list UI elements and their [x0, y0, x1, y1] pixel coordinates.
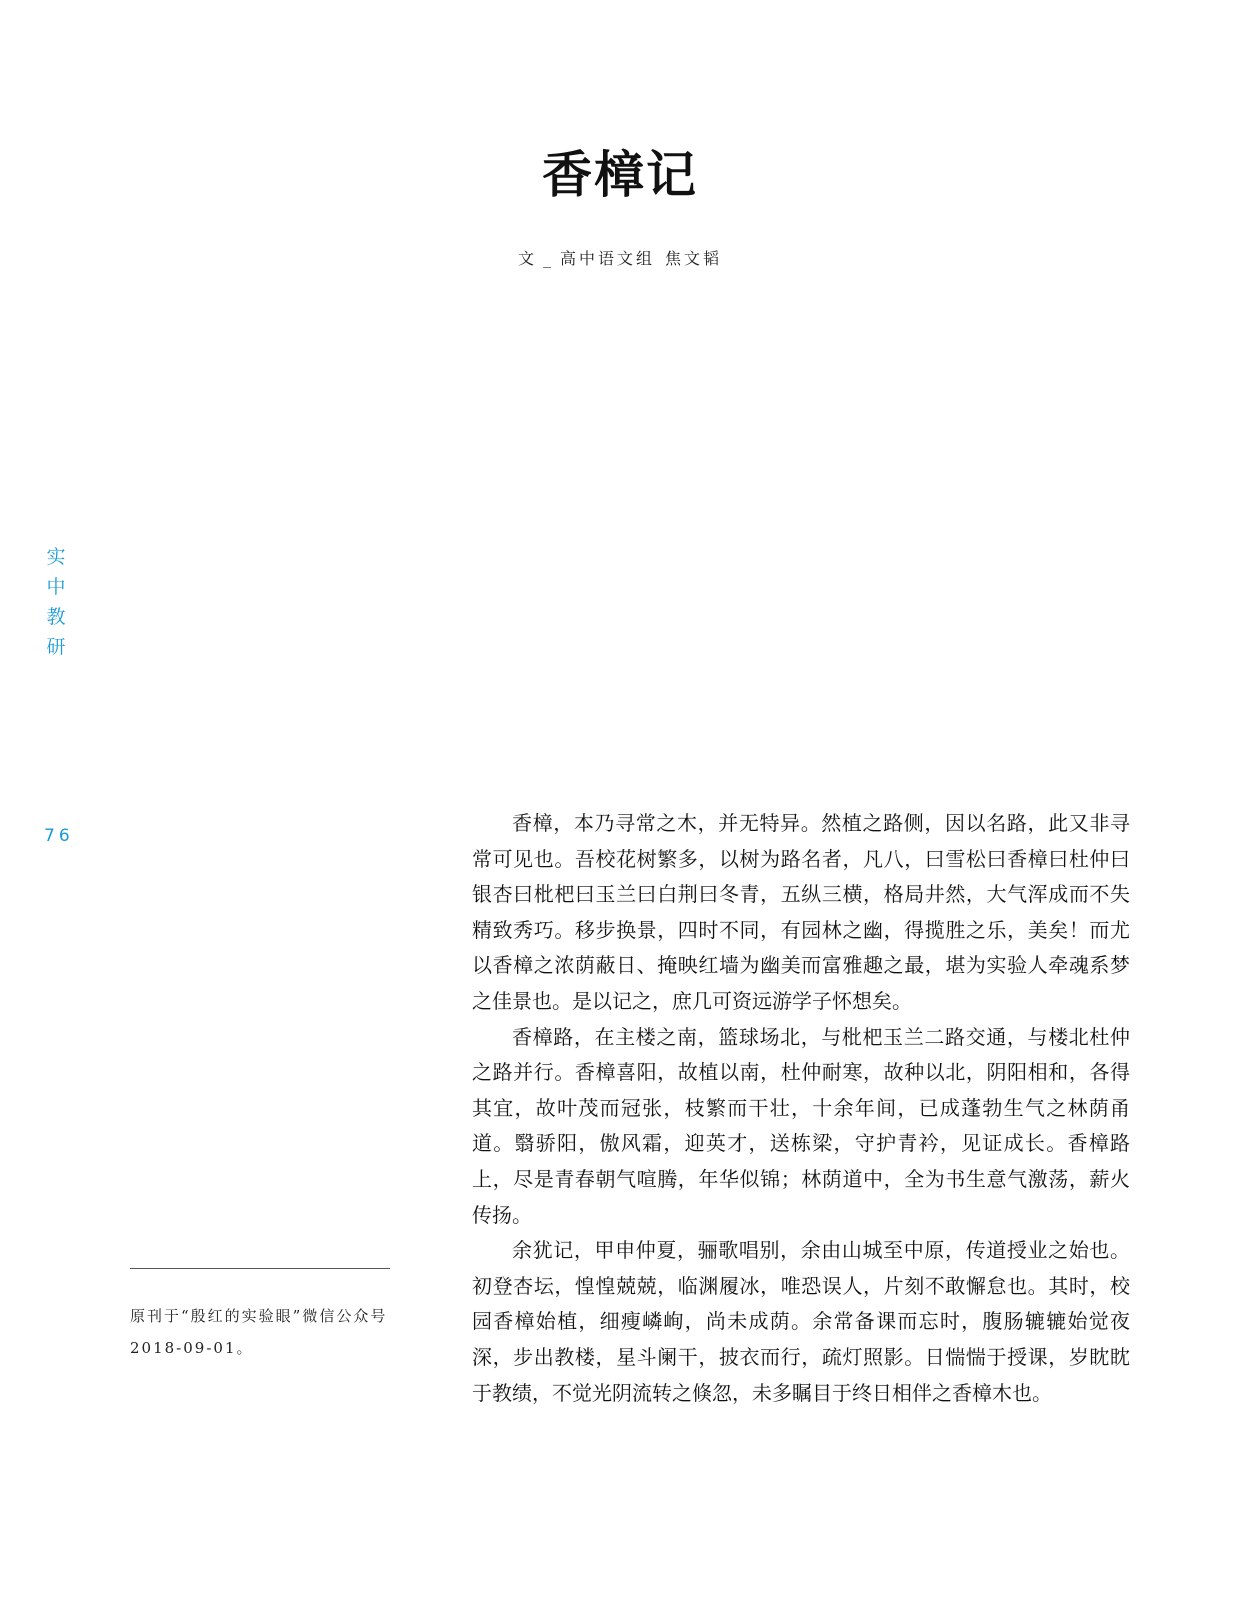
article-title: 香樟记: [542, 145, 698, 204]
byline-author: 焦文韬: [665, 249, 723, 268]
footnote-divider: [130, 1268, 390, 1269]
section-label-char: 研: [46, 636, 66, 658]
page-number: 76: [44, 826, 74, 846]
body-paragraph: 余犹记，甲申仲夏，骊歌唱别，余由山城至中原，传道授业之始也。初登杏坛，惶惶兢兢，临渊履冰，唯恐误人，片刻不敢懈怠也。其时，校园香樟始植，细瘦嶙峋，尚未成荫。余常备课而忘时，腹肠辘辘始觉夜深，步出教楼，星斗阑干，披衣而行，疏灯照影。日惴惴于授课，岁眈眈于教绩，不觉光阴流转之倏忽，未多瞩目于终日相伴之香樟木也。: [472, 1238, 1130, 1405]
footnote: 原刊于“殷红的实验眼”微信公众号 2018-09-01。: [130, 1307, 388, 1357]
byline: [0, 246, 1240, 269]
article-body: [472, 806, 1130, 1411]
section-label: [44, 542, 68, 662]
byline-group: 高中语文组: [559, 249, 655, 268]
byline-separator: _: [542, 249, 554, 268]
section-label-char: 中: [46, 576, 66, 598]
body-paragraph: 香樟路，在主楼之南，篮球场北，与枇杷玉兰二路交通，与楼北杜仲之路并行。香樟喜阳，故植以南，杜仲耐寒，故种以北，阴阳相和，各得其宜，故叶茂而冠张，枝繁而干壮，十余年间，已成蓬勃生气之林荫甬道。翳骄阳，傲风霜，迎英才，送栋梁，守护青衿，见证成长。香樟路上，尽是青春朝气喧腾，年华似锦；林荫道中，全为书生意气激荡，薪火传扬。: [472, 1024, 1130, 1227]
body-paragraph: 香樟，本乃寻常之木，并无特异。然植之路侧，因以名路，此又非寻常可见也。吾校花树繁多，以树为路名者，凡八，曰雪松曰香樟曰杜仲曰银杏曰枇杷曰玉兰曰白荆曰冬青，五纵三横，格局井然，大气浑成而不失精致秀巧。移步换景，四时不同，有园林之幽，得揽胜之乐，美矣！而尤以香樟之浓荫蔽日、掩映红墙为幽美而富雅趣之最，堪为实验人牵魂系梦之佳景也。是以记之，庶几可资远游学子怀想矣。: [472, 811, 1130, 1013]
byline-prefix: 文: [517, 249, 537, 268]
section-label-char: 教: [46, 606, 66, 628]
section-label-char: 实: [46, 546, 66, 568]
